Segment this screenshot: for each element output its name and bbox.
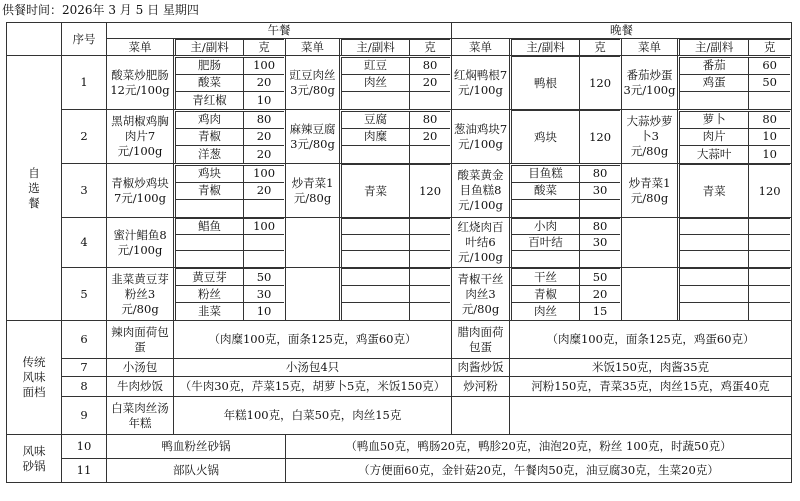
col-dish-header: 菜单	[452, 39, 510, 56]
ingredient-gram	[410, 303, 450, 321]
dish-name: 番茄炒蛋3元/100g	[622, 56, 678, 110]
section-self-select: 自选餐	[7, 56, 62, 321]
ingredient-gram: 15	[580, 303, 620, 321]
ingredient-name: 青菜	[680, 165, 749, 218]
row-number: 11	[62, 459, 107, 483]
ingredient-name: 鸡肉	[176, 111, 244, 128]
ingredient-gram	[749, 251, 790, 268]
ingredient-name	[342, 91, 410, 109]
clay-pot-row	[7, 435, 792, 459]
ingredient-list	[678, 268, 792, 321]
ingredient-name: 黄豆芽	[176, 269, 244, 286]
ingredient-name	[680, 235, 749, 251]
ingredient-name: 鸡块	[176, 165, 244, 182]
ingredient-name: 肉丝	[512, 303, 580, 321]
self-select-row	[7, 218, 792, 268]
ingredient-list	[678, 218, 792, 268]
clay-pot-name: 鸭血粉丝砂锅	[107, 435, 286, 459]
ingredient-gram	[580, 199, 620, 217]
lunch-noodle-name: 辣肉面荷包蛋	[107, 321, 174, 359]
dish-name	[622, 218, 678, 268]
ingredient-list	[340, 218, 452, 268]
ingredient-gram: 10	[749, 145, 790, 163]
section-clay-pot: 风味砂锅	[7, 435, 62, 483]
ingredient-name	[680, 269, 749, 286]
ingredient-list	[174, 110, 286, 164]
ingredient-list	[174, 268, 286, 321]
ingredient-name	[342, 219, 410, 235]
ingredient-subtable	[679, 218, 790, 267]
ingredient-list	[678, 110, 792, 164]
ingredient-gram: 30	[244, 286, 284, 303]
col-ingredient-gram-header	[174, 39, 286, 56]
dish-name	[622, 268, 678, 321]
noodle-row	[7, 377, 792, 397]
self-select-row	[7, 110, 792, 164]
ingredient-gram	[580, 251, 620, 268]
ingredient-name	[176, 251, 244, 268]
ingredient-name: 豇豆	[342, 57, 410, 74]
menu-body	[7, 23, 792, 483]
header-subtable	[511, 39, 620, 55]
clay-pot-row	[7, 459, 792, 483]
ingredient-subtable	[511, 165, 620, 217]
dish-name: 葱油鸡块7元/100g	[452, 110, 510, 164]
ingredient-name: 鸭根	[512, 57, 580, 110]
ingredient-gram: 20	[580, 286, 620, 303]
ingredient-name	[342, 251, 410, 268]
lunch-noodle-desc: 年糕100克，白菜50克，肉丝15克	[174, 397, 452, 435]
ingredient-subtable	[341, 111, 450, 163]
ingredient-name: 干丝	[512, 269, 580, 286]
header-subtable	[679, 39, 790, 55]
ingredient-name	[680, 219, 749, 235]
ingredient-gram: 80	[749, 111, 790, 128]
ingredient-gram: 50	[580, 269, 620, 286]
col-ingredient-header: 主/副料	[512, 40, 580, 56]
ingredient-name: 韭菜	[176, 303, 244, 321]
self-select-row	[7, 164, 792, 218]
ingredient-name: 洋葱	[176, 145, 244, 163]
ingredient-name: 番茄	[680, 57, 749, 74]
ingredient-gram	[410, 235, 450, 251]
ingredient-list	[340, 110, 452, 164]
ingredient-gram: 80	[244, 111, 284, 128]
ingredient-gram: 30	[580, 235, 620, 251]
ingredient-list	[510, 56, 622, 110]
dish-name: 青椒炒鸡块7元/100g	[107, 164, 174, 218]
ingredient-name: 百叶结	[512, 235, 580, 251]
col-ingredient-header: 主/副料	[176, 40, 244, 56]
ingredient-name	[342, 286, 410, 303]
ingredient-gram: 20	[410, 128, 450, 145]
ingredient-name	[680, 303, 749, 321]
service-date-header: 供餐时间：2026年 3 月 5 日 星期四	[2, 3, 199, 17]
ingredient-name: 肉丝	[342, 74, 410, 91]
col-gram-header: 克	[410, 40, 450, 56]
col-ingredient-gram-header	[510, 39, 622, 56]
ingredient-subtable	[511, 218, 620, 267]
ingredient-gram: 120	[410, 165, 450, 218]
ingredient-list	[174, 218, 286, 268]
ingredient-gram: 20	[244, 74, 284, 91]
ingredient-name: 鸡块	[512, 111, 580, 164]
ingredient-gram	[244, 199, 284, 217]
dinner-header: 晚餐	[452, 23, 792, 39]
dish-name: 蜜汁鲳鱼8元/100g	[107, 218, 174, 268]
row-number: 2	[62, 110, 107, 164]
lunch-noodle-name: 小汤包	[107, 359, 174, 377]
ingredient-gram	[410, 219, 450, 235]
ingredient-subtable	[679, 268, 790, 320]
ingredient-list	[340, 268, 452, 321]
row-number: 9	[62, 397, 107, 435]
ingredient-subtable	[679, 57, 790, 109]
ingredient-gram: 120	[749, 165, 790, 218]
ingredient-subtable	[341, 218, 450, 267]
row-number: 8	[62, 377, 107, 397]
lunch-noodle-name: 牛肉炒饭	[107, 377, 174, 397]
ingredient-name	[342, 269, 410, 286]
dish-name: 酸菜炒肥肠12元/100g	[107, 56, 174, 110]
row-number: 10	[62, 435, 107, 459]
section-noodle-stall: 传统风味面档	[7, 321, 62, 435]
ingredient-gram: 100	[244, 165, 284, 182]
ingredient-gram	[410, 269, 450, 286]
ingredient-subtable	[341, 57, 450, 109]
ingredient-name	[512, 251, 580, 268]
dinner-noodle-name: 肉酱炒饭	[452, 359, 510, 377]
clay-pot-desc: （鸭血50克，鸭肠20克，鸭胗20克，油泡20克，粉丝 100克，时蔬50克）	[286, 435, 792, 459]
lunch-noodle-desc: 小汤包4只	[174, 359, 452, 377]
noodle-row	[7, 321, 792, 359]
ingredient-gram: 20	[244, 128, 284, 145]
clay-pot-desc: （方便面60克，金针菇20克，午餐肉50克，油豆腐30克，生菜20克）	[286, 459, 792, 483]
ingredient-name	[512, 199, 580, 217]
ingredient-gram: 120	[580, 57, 620, 110]
dish-name: 酸菜黄金目鱼糕8元/100g	[452, 164, 510, 218]
ingredient-gram: 100	[244, 57, 284, 74]
ingredient-name: 粉丝	[176, 286, 244, 303]
ingredient-gram: 80	[410, 111, 450, 128]
ingredient-gram	[244, 235, 284, 251]
ingredient-name	[176, 199, 244, 217]
ingredient-gram	[410, 286, 450, 303]
ingredient-name: 肉片	[680, 128, 749, 145]
ingredient-gram: 60	[749, 57, 790, 74]
ingredient-gram	[749, 269, 790, 286]
ingredient-name: 青菜	[342, 165, 410, 218]
dish-name: 红烧肉百叶结6元/100g	[452, 218, 510, 268]
ingredient-gram	[244, 251, 284, 268]
ingredient-name	[680, 91, 749, 109]
ingredient-name	[342, 235, 410, 251]
row-number: 6	[62, 321, 107, 359]
ingredient-gram: 80	[410, 57, 450, 74]
ingredient-list	[678, 164, 792, 218]
ingredient-name: 青红椒	[176, 91, 244, 109]
dish-name: 豇豆肉丝3元/80g	[286, 56, 340, 110]
ingredient-subtable	[175, 165, 284, 217]
ingredient-gram	[749, 303, 790, 321]
col-ingredient-gram-header	[678, 39, 792, 56]
ingredient-gram: 50	[749, 74, 790, 91]
ingredient-name: 目鱼糕	[512, 165, 580, 182]
dish-name: 红焖鸭根7元/100g	[452, 56, 510, 110]
lunch-noodle-desc: （肉糜100克，面条125克，鸡蛋60克）	[174, 321, 452, 359]
ingredient-subtable	[679, 111, 790, 163]
dish-name	[286, 218, 340, 268]
col-dish-header: 菜单	[622, 39, 678, 56]
self-select-row	[7, 56, 792, 110]
self-select-row	[7, 268, 792, 321]
col-gram-header: 克	[749, 40, 790, 56]
dish-name: 大蒜炒萝卜3元/80g	[622, 110, 678, 164]
col-gram-header: 克	[244, 40, 284, 56]
noodle-row	[7, 397, 792, 435]
ingredient-gram: 80	[580, 165, 620, 182]
lunch-header: 午餐	[107, 23, 452, 39]
ingredient-name: 大蒜叶	[680, 145, 749, 163]
col-gram-header: 克	[580, 40, 620, 56]
row-number: 7	[62, 359, 107, 377]
ingredient-subtable	[341, 268, 450, 320]
ingredient-gram: 20	[410, 74, 450, 91]
dish-name: 青椒干丝肉丝3元/80g	[452, 268, 510, 321]
dish-name: 麻辣豆腐3元/80g	[286, 110, 340, 164]
row-number: 1	[62, 56, 107, 110]
menu-table	[6, 22, 792, 483]
ingredient-name	[680, 286, 749, 303]
dish-name: 炒青菜1元/80g	[286, 164, 340, 218]
dish-name: 韭菜黄豆芽粉丝3元/80g	[107, 268, 174, 321]
clay-pot-name: 部队火锅	[107, 459, 286, 483]
ingredient-subtable	[511, 110, 620, 163]
ingredient-gram	[410, 251, 450, 268]
dinner-noodle-name: 腊肉面荷包蛋	[452, 321, 510, 359]
lunch-noodle-name: 白菜肉丝汤年糕	[107, 397, 174, 435]
ingredient-name	[680, 251, 749, 268]
dinner-noodle-name: 炒河粉	[452, 377, 510, 397]
ingredient-list	[510, 268, 622, 321]
ingredient-gram	[410, 145, 450, 163]
col-dish-header: 菜单	[286, 39, 340, 56]
dinner-noodle-desc: （肉糜100克，面条125克，鸡蛋60克）	[510, 321, 792, 359]
ingredient-list	[510, 110, 622, 164]
ingredient-name	[342, 145, 410, 163]
ingredient-gram: 10	[749, 128, 790, 145]
ingredient-gram: 10	[244, 91, 284, 109]
ingredient-gram: 50	[244, 269, 284, 286]
col-ingredient-gram-header	[340, 39, 452, 56]
ingredient-name: 鸡蛋	[680, 74, 749, 91]
ingredient-subtable	[175, 57, 284, 109]
ingredient-name: 豆腐	[342, 111, 410, 128]
ingredient-gram: 20	[244, 182, 284, 199]
ingredient-gram	[410, 91, 450, 109]
col-dish-header: 菜单	[107, 39, 174, 56]
ingredient-name: 酸菜	[176, 74, 244, 91]
ingredient-subtable	[511, 268, 620, 320]
ingredient-name	[342, 303, 410, 321]
ingredient-gram	[749, 286, 790, 303]
dinner-noodle-desc	[510, 397, 792, 435]
dinner-noodle-name	[452, 397, 510, 435]
lunch-noodle-desc: （牛肉30克，芹菜15克，胡萝卜5克，米饭150克）	[174, 377, 452, 397]
ingredient-name: 青椒	[176, 182, 244, 199]
ingredient-name: 青椒	[176, 128, 244, 145]
ingredient-list	[510, 218, 622, 268]
ingredient-name: 小肉	[512, 219, 580, 235]
ingredient-gram: 30	[580, 182, 620, 199]
ingredient-name	[176, 235, 244, 251]
dish-name: 炒青菜1元/80g	[622, 164, 678, 218]
ingredient-name: 鲳鱼	[176, 219, 244, 235]
ingredient-name: 青椒	[512, 286, 580, 303]
dish-name	[286, 268, 340, 321]
ingredient-list	[174, 164, 286, 218]
ingredient-gram	[749, 235, 790, 251]
ingredient-list	[340, 164, 452, 218]
ingredient-list	[340, 56, 452, 110]
ingredient-name: 肥肠	[176, 57, 244, 74]
ingredient-gram	[749, 219, 790, 235]
dinner-noodle-desc: 米饭150克，肉酱35克	[510, 359, 792, 377]
header-subtable	[341, 39, 450, 55]
ingredient-gram: 120	[580, 111, 620, 164]
row-number: 5	[62, 268, 107, 321]
ingredient-gram: 80	[580, 219, 620, 235]
ingredient-name: 萝卜	[680, 111, 749, 128]
row-number: 3	[62, 164, 107, 218]
blank-corner	[7, 23, 62, 56]
ingredient-gram: 10	[244, 303, 284, 321]
ingredient-subtable	[511, 56, 620, 109]
ingredient-subtable	[175, 111, 284, 163]
ingredient-subtable	[679, 164, 790, 217]
col-ingredient-header: 主/副料	[342, 40, 410, 56]
col-ingredient-header: 主/副料	[680, 40, 749, 56]
ingredient-subtable	[341, 164, 450, 217]
noodle-row	[7, 359, 792, 377]
ingredient-gram: 100	[244, 219, 284, 235]
ingredient-list	[174, 56, 286, 110]
ingredient-subtable	[175, 218, 284, 267]
ingredient-gram: 20	[244, 145, 284, 163]
seq-header: 序号	[62, 23, 107, 56]
dish-name: 黑胡椒鸡胸肉片7元/100g	[107, 110, 174, 164]
ingredient-name: 酸菜	[512, 182, 580, 199]
ingredient-list	[510, 164, 622, 218]
row-number: 4	[62, 218, 107, 268]
dinner-noodle-desc: 河粉150克，青菜35克，肉丝15克，鸡蛋40克	[510, 377, 792, 397]
ingredient-subtable	[175, 268, 284, 320]
header-subtable	[175, 39, 284, 55]
column-subheader	[7, 39, 792, 56]
ingredient-name: 肉糜	[342, 128, 410, 145]
ingredient-list	[678, 56, 792, 110]
ingredient-gram	[749, 91, 790, 109]
